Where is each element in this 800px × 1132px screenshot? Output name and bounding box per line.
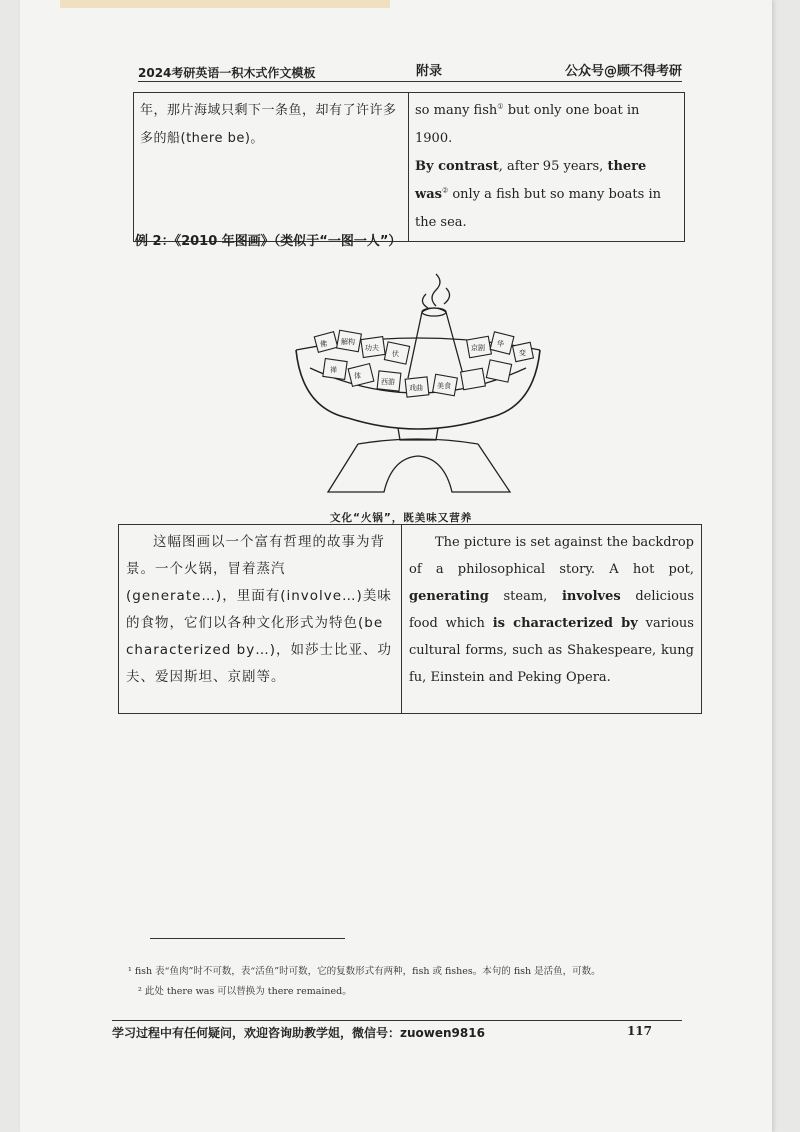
- en-bold: there was: [415, 159, 647, 202]
- block-label: 功夫: [365, 344, 379, 352]
- en-text: so many fish: [415, 103, 498, 118]
- english-cell: [409, 93, 685, 242]
- block-label: 解构: [341, 338, 355, 346]
- en-text: various cultural forms, such as Shakespeare, kung fu, Einstein and Peking Opera.: [409, 616, 694, 685]
- block-label: 变: [519, 349, 526, 357]
- block-label: 戏曲: [409, 384, 423, 392]
- en-text: only a fish but so many boats in the sea.: [415, 187, 661, 230]
- comparison-table-1: [133, 92, 685, 242]
- block-label: 京剧: [471, 344, 485, 352]
- food-block: [461, 368, 486, 390]
- block-label: 佛: [320, 340, 327, 348]
- example-title: 例 2：《2010 年图画》（类似于“一图一人”）: [135, 234, 402, 249]
- en-bold: is characterized by: [492, 616, 638, 631]
- footnote-ref-2: ②: [441, 186, 449, 195]
- table-row: [134, 93, 685, 242]
- footnote-ref-1: ①: [497, 102, 504, 111]
- en-bold: By contrast: [415, 159, 499, 174]
- header-right: 公众号@顾不得考研: [564, 64, 682, 79]
- page-number: 117: [626, 1024, 652, 1038]
- footnote-1: ¹ fish 表“鱼肉”时不可数，表“活鱼”时可数，它的复数形式有两种，fish 或 fishes。本句的 fish 是活鱼，可数。: [128, 966, 601, 977]
- chinese-cell: 年，那片海域只剩下一条鱼，却有了许许多多的船(there be)。: [134, 93, 409, 242]
- header-left: 2024考研英语一积木式作文模板: [138, 66, 316, 80]
- en-text: delicious food which: [409, 589, 694, 631]
- block-label: 伏: [392, 350, 399, 358]
- hot-pot-drawing: [288, 268, 548, 498]
- chinese-cell: [119, 525, 402, 714]
- en-bold: generating: [409, 589, 489, 604]
- block-label: 美食: [437, 382, 451, 390]
- en-text: , after 95 years,: [498, 159, 608, 174]
- footnote-divider: [150, 938, 345, 939]
- table-row: [119, 525, 702, 714]
- chinese-paragraph: 这幅图画以一个富有哲理的故事为背景。一个火锅，冒着蒸汽(generate…)，里面有(involve…)美味的食物，它们以各种文化形式为特色(be characterized by…)，如莎士比亚、功夫、爱因斯坦、京剧等。: [126, 534, 392, 685]
- block-label: 华: [497, 340, 504, 348]
- header-middle: 附录: [416, 64, 443, 79]
- en-bold: involves: [561, 589, 621, 604]
- block-label: 禅: [330, 366, 337, 374]
- page-header: [138, 56, 682, 82]
- en-text: steam,: [488, 589, 562, 604]
- food-block: [348, 364, 374, 387]
- footer-text: 学习过程中有任何疑问，欢迎咨询助教学姐，微信号：zuowen9816: [112, 1026, 485, 1040]
- en-text: but only one boat in 1900.: [415, 103, 640, 146]
- footnote-2: ² 此处 there was 可以替换为 there remained。: [138, 986, 352, 997]
- block-label: 体: [354, 372, 361, 380]
- footnotes: [112, 962, 682, 1002]
- illustration-caption: 文化“火锅”，既美味又营养: [330, 512, 473, 524]
- en-text: The picture is set against the backdrop of a philosophical story. A hot pot,: [409, 535, 694, 577]
- page-footer: [112, 1024, 682, 1041]
- hot-pot-illustration: [288, 268, 548, 502]
- block-label: 西游: [381, 378, 395, 386]
- english-cell: [402, 525, 702, 714]
- top-paper-strip: [60, 0, 390, 8]
- comparison-table-2: [118, 524, 702, 714]
- food-block: [486, 360, 511, 382]
- footer-divider: [112, 1020, 682, 1021]
